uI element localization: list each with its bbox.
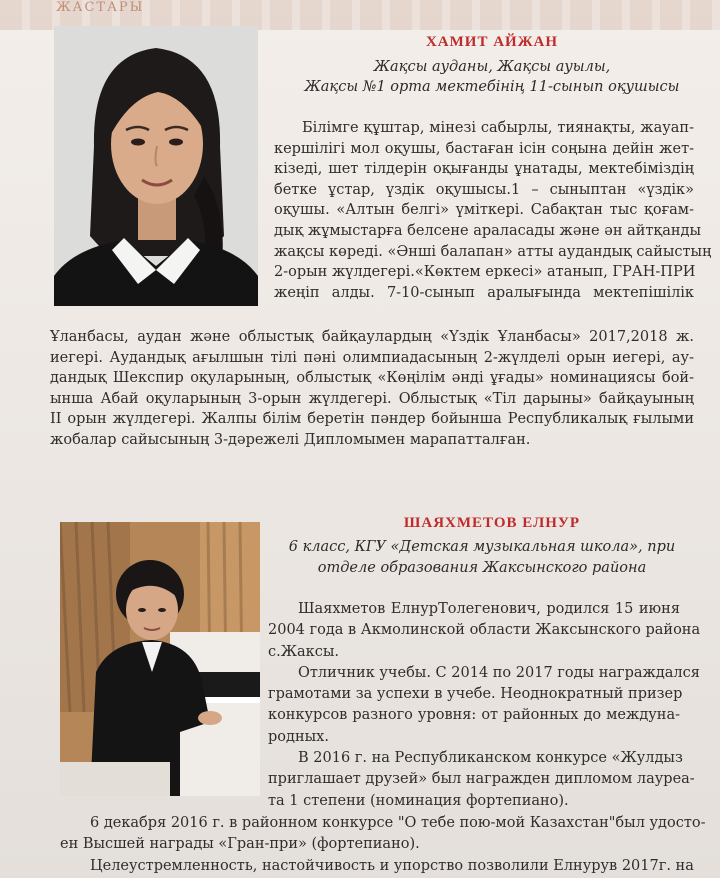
bio-line: кізеді, шет тілдерін оқығанды ұнатады, мектебіміздің (274, 161, 694, 178)
person2-name: ШАЯХМЕТОВ ЕЛНУР (403, 515, 581, 531)
bio-line: В 2016 г. на Республиканском конкурсе «Жулдыз (298, 750, 683, 767)
person1-name: ХАМИТ АЙЖАН (425, 34, 559, 50)
bio-line: оқушы. «Алтын белгі» үміткері. Сабақтан тыс қоғам- (274, 202, 694, 219)
bio-line: конкурсов разного уровня: от районных до междуна- (268, 707, 680, 724)
photo-boy-at-piano (60, 522, 260, 796)
bio-line: 6 декабря 2016 г. в районном конкурсе "О тебе пою-мой Казахстан"был удосто- (90, 815, 706, 831)
bio-line: 2004 года в Акмолинской области Жаксынского района (268, 622, 701, 639)
person1-subtitle-line-1: Жақсы ауданы, Жақсы ауылы, (373, 59, 611, 75)
person2-bio-full (60, 813, 706, 877)
bio-line: родных. (268, 728, 329, 745)
bio-line: дық жұмыстарға белсене араласады және ән айтқанды (274, 222, 701, 239)
bio-line: ІІ орын жүлдегері. Жалпы білім беретін пәндер бойынша Республикалық ғылыми (50, 411, 694, 428)
bio-line: Білімге құштар, мінезі сабырлы, тиянақты, жауап- (302, 120, 694, 136)
bio-line: Шаяхметов ЕлнурТолегенович, родился 15 июня (298, 601, 680, 617)
bio-line: та 1 степени (номинация фортепиано). (268, 792, 569, 809)
bio-line: приглашает друзей» был награжден дипломом лауреа- (268, 771, 695, 788)
bio-line: Ұланбасы, аудан және облыстық байқаулардың «Үздік Ұланбасы» 2017,2018 ж. (50, 329, 694, 345)
bio-line: с.Жаксы. (268, 643, 339, 660)
portrait-photo-girl (54, 26, 258, 306)
bio-line: жеңіп алды. 7-10-сынып аралығында мектепішілік (274, 284, 694, 301)
person1-bio-side (274, 118, 712, 303)
bio-line: Целеустремленность, настойчивость и упорство позволили Елнурув 2017г. на (90, 857, 694, 874)
bio-line: дандық Шекспир оқуларының, облыстық «Көңілім әнді ұғады» номинациясы бой- (50, 370, 694, 387)
person1-bio-full (50, 327, 694, 451)
person2-bio-side (268, 599, 701, 812)
bio-line: ен Высшей награды «Гран-при» (фортепиано). (60, 836, 420, 853)
bio-line: грамотами за успехи в учебе. Неоднократный призер (268, 686, 683, 703)
bio-line: бетке ұстар, үздік оқушысы.1 – сыныптан «үздік» (274, 181, 694, 198)
person1-subtitle-line-2: Жақсы №1 орта мектебінің 11-сынып оқушысы (304, 79, 680, 95)
bio-line: кершілігі мол оқушы, бастаған ісін соңына дейін жет- (274, 140, 694, 157)
bio-line: Отличник учебы. С 2014 по 2017 годы награждался (298, 664, 700, 681)
bio-line: иегері. Аудандық ағылшын тілі пәні олимпиадасының 2-жүлделі орын иегері, ау- (50, 349, 694, 366)
bio-line: 2-орын жүлдегері.«Көктем еркесі» атанып, ГРАН-ПРИ (274, 264, 696, 281)
bio-line: жобалар сайысының 3-дәрежелі Дипломымен марапатталған. (50, 431, 531, 448)
bio-line: ынша Абай оқуларының 3-орын жүлдегері. Облыстық «Тіл дарыны» байқауының (50, 390, 694, 407)
person2-subtitle-line-2: отделе образования Жаксынского района (317, 560, 647, 576)
person2-subtitle-line-1: 6 класс, КГУ «Детская музыкальная школа», при (288, 539, 676, 555)
bio-line: жақсы көреді. «Әнші балапан» атты аудандық сайыстың (274, 243, 712, 260)
section-header: ЖАСТАРЫ (56, 0, 145, 15)
